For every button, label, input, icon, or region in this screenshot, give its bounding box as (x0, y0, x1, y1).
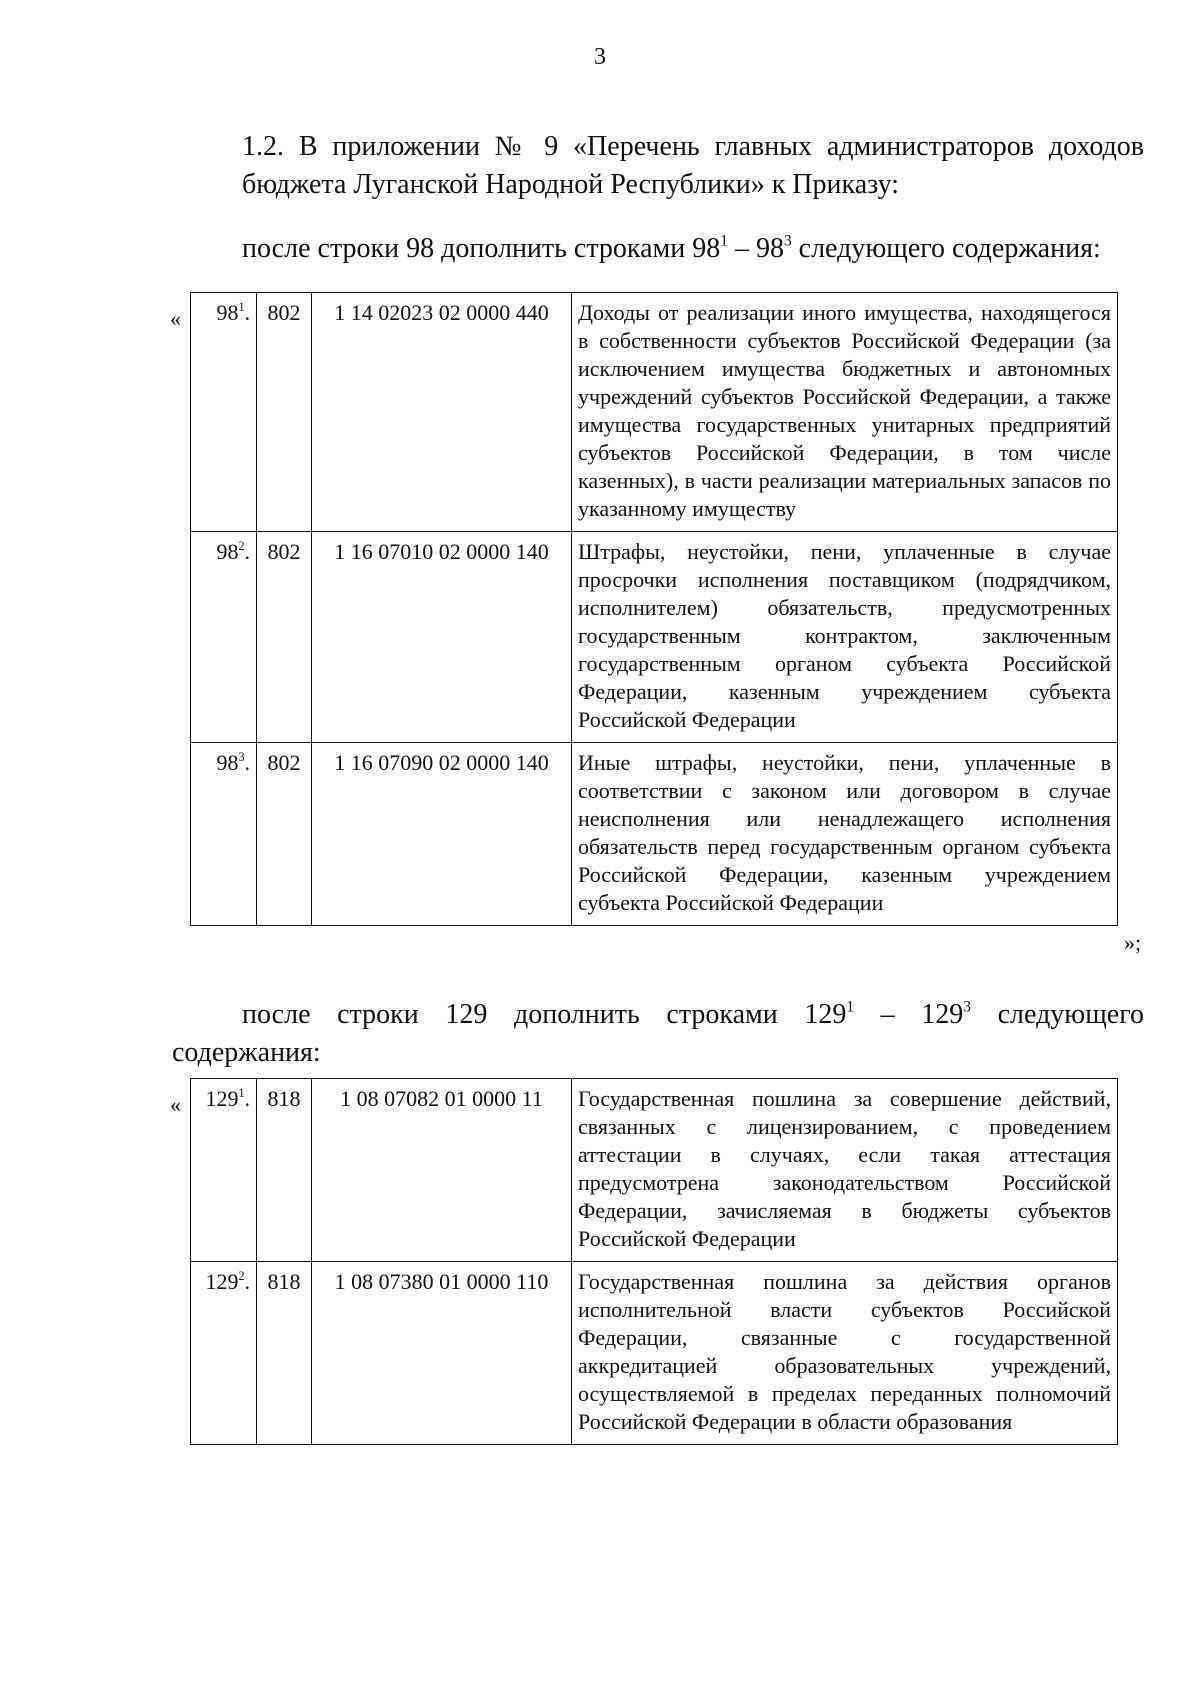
section2-lead-after: следующего (970, 999, 1145, 1030)
section2-lead (172, 996, 1144, 1072)
budget-code: 1 08 07082 01 0000 11 (312, 1079, 572, 1262)
table-row (191, 532, 1118, 743)
intro-paragraph (172, 128, 1144, 204)
row-number-sup: 1 (238, 299, 245, 314)
section2-lead-before: после строки 129 дополнить строками 129 (242, 999, 847, 1030)
section1-lead-before: после строки 98 дополнить строками 98 (242, 233, 721, 264)
income-description: Штрафы, неустойки, пени, уплаченные в случае просрочки исполнения поставщиком (подрядчиком, исполнителем) обязательств, предусмотренных государственным контрактом, заключенным государственным органом субъекта Российской Федерации, казенным учреждением субъекта Российской Федерации (572, 532, 1118, 743)
row-number-value: 98 (216, 539, 239, 564)
row-number-dot: . (244, 539, 250, 564)
table-row (191, 1262, 1118, 1445)
budget-code: 1 16 07010 02 0000 140 (312, 532, 572, 743)
budget-code: 1 08 07380 01 0000 110 (312, 1262, 572, 1445)
row-number-dot: . (244, 300, 250, 325)
section1-lead-sup2: 3 (783, 232, 792, 250)
row-number-sup: 2 (238, 1268, 245, 1283)
budget-code: 1 16 07090 02 0000 140 (312, 743, 572, 926)
row-number-sup: 2 (238, 538, 245, 553)
row-number-value: 129 (205, 1269, 239, 1294)
section2-lead-line-2: содержания: (172, 1037, 321, 1068)
income-description: Иные штрафы, неустойки, пени, уплаченные в соответствии с законом или договором в случае неисполнения или ненадлежащего исполнения обязательств перед государственным органом субъекта Российской Федерации, казенным учреждением субъекта Российской Федерации (572, 743, 1118, 926)
budget-code: 1 14 02023 02 0000 440 (312, 293, 572, 532)
row-number (191, 293, 257, 532)
section1-lead (242, 232, 1101, 266)
row-number-sup: 1 (238, 1085, 245, 1100)
section1-lead-sup1: 1 (720, 232, 728, 250)
section1-table (190, 292, 1118, 926)
row-number-dot: . (244, 1269, 250, 1294)
income-description: Доходы от реализации иного имущества, находящегося в собственности субъектов Российской Федерации (за исключением имущества бюджетных и автономных учреждений субъектов Российской Федерации, а также имущества государственных унитарных предприятий субъектов Российской Федерации, в том числе казенных), в части реализации материальных запасов по указанному имуществу (572, 293, 1118, 532)
admin-code: 802 (257, 532, 312, 743)
table-row (191, 1079, 1118, 1262)
section2-lead-mid: – 129 (854, 999, 964, 1030)
section1-lead-after: следующего содержания: (791, 233, 1101, 264)
section2-table (190, 1078, 1118, 1445)
row-number (191, 743, 257, 926)
section1-open-quote: « (170, 306, 181, 331)
admin-code: 802 (257, 743, 312, 926)
income-description: Государственная пошлина за совершение действий, связанных с лицензированием, с проведением аттестации в случаях, если такая аттестация предусмотрена законодательством Российской Федерации, зачисляемая в бюджеты субъектов Российской Федерации (572, 1079, 1118, 1262)
row-number-value: 129 (205, 1086, 239, 1111)
intro-line-2: бюджета Луганской Народной Республики» к Приказу: (242, 169, 900, 200)
section2-lead-line-1 (242, 999, 1144, 1030)
row-number-sup: 3 (238, 749, 245, 764)
table-row (191, 293, 1118, 532)
admin-code: 802 (257, 293, 312, 532)
page-number: 3 (594, 44, 606, 70)
row-number (191, 1262, 257, 1445)
section1-lead-mid: – 98 (727, 233, 784, 264)
admin-code: 818 (257, 1262, 312, 1445)
table-row (191, 743, 1118, 926)
row-number (191, 532, 257, 743)
section2-lead-sup1: 1 (846, 998, 855, 1016)
intro-line-1: 1.2. В приложении № 9 «Перечень главных администраторов доходов (242, 131, 1144, 162)
section2-lead-sup2: 3 (963, 998, 971, 1016)
row-number-value: 98 (216, 750, 239, 775)
row-number-dot: . (244, 1086, 250, 1111)
section2-open-quote: « (170, 1092, 181, 1117)
row-number (191, 1079, 257, 1262)
admin-code: 818 (257, 1079, 312, 1262)
row-number-value: 98 (216, 300, 239, 325)
row-number-dot: . (244, 750, 250, 775)
section1-close-quote: »; (1124, 930, 1142, 955)
income-description: Государственная пошлина за действия органов исполнительной власти субъектов Российской Федерации, связанные с государственной аккредитацией образовательных учреждений, осуществляемой в пределах переданных полномочий Российской Федерации в области образования (572, 1262, 1118, 1445)
